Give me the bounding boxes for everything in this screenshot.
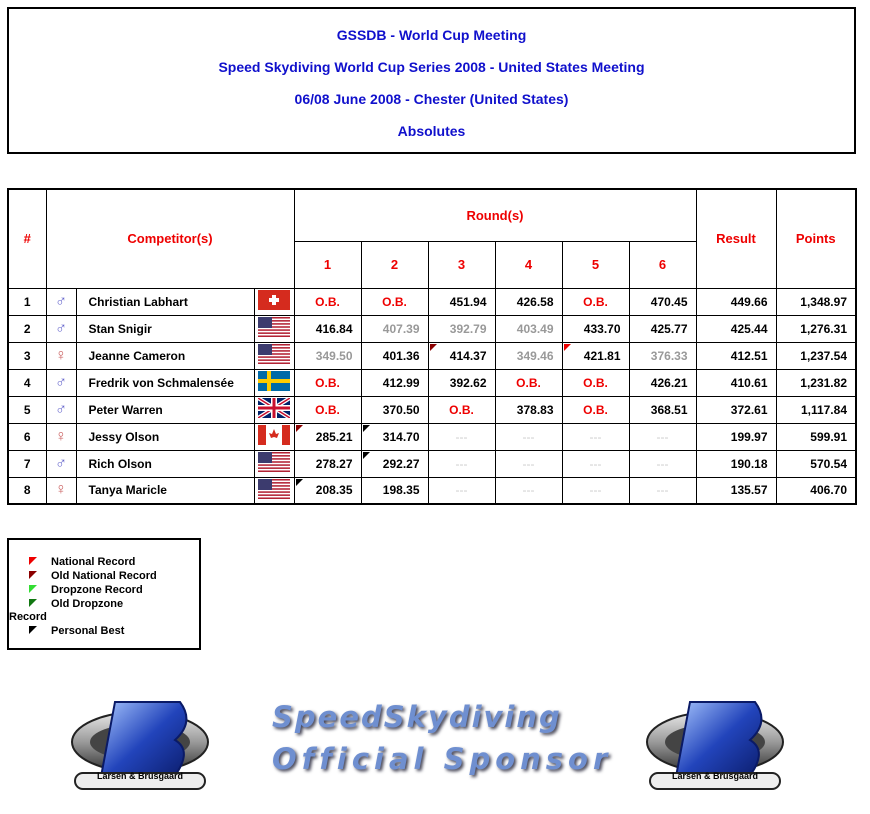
male-icon: ♂ [46, 288, 76, 315]
result-cell: 199.97 [696, 423, 776, 450]
round-score: --- [629, 450, 696, 477]
flag-icon-switzerland [254, 288, 294, 315]
round-score: 403.49 [495, 315, 562, 342]
rank-cell: 6 [8, 423, 46, 450]
event-category: Absolutes [397, 123, 466, 139]
round-score: --- [562, 477, 629, 504]
flag-icon-usa [254, 477, 294, 504]
table-row [8, 477, 856, 504]
round-score: O.B. [361, 288, 428, 315]
male-icon: ♂ [46, 450, 76, 477]
record-marker [296, 479, 303, 486]
table-row [8, 315, 856, 342]
points-cell: 1,276.31 [776, 315, 856, 342]
male-icon: ♂ [46, 396, 76, 423]
round-score: O.B. [562, 369, 629, 396]
round-score: --- [428, 450, 495, 477]
flag-icon-usa [254, 342, 294, 369]
round-score: --- [562, 450, 629, 477]
old-dropzone-record-marker [29, 599, 37, 607]
round-score: 414.37 [428, 342, 495, 369]
round-score: O.B. [294, 288, 361, 315]
round-score: O.B. [562, 396, 629, 423]
round-score: O.B. [495, 369, 562, 396]
flag-icon-usa [254, 315, 294, 342]
round-score: 407.39 [361, 315, 428, 342]
round-score: 349.46 [495, 342, 562, 369]
round-score: 421.81 [562, 342, 629, 369]
event-header [7, 7, 856, 154]
flag-icon-sweden [254, 369, 294, 396]
round-score: 370.50 [361, 396, 428, 423]
round-score: 401.36 [361, 342, 428, 369]
round-score: 425.77 [629, 315, 696, 342]
round-score: --- [428, 477, 495, 504]
competitor-name: Jeanne Cameron [76, 342, 254, 369]
sponsor-subtitle: Official Sponsor [272, 742, 613, 776]
rank-cell: 1 [8, 288, 46, 315]
points-cell: 599.91 [776, 423, 856, 450]
result-cell: 190.18 [696, 450, 776, 477]
points-cell: 1,117.84 [776, 396, 856, 423]
competitor-name: Peter Warren [76, 396, 254, 423]
female-icon: ♀ [46, 342, 76, 369]
round-score: 208.35 [294, 477, 361, 504]
points-cell: 1,231.82 [776, 369, 856, 396]
record-marker [430, 344, 437, 351]
round-score: O.B. [428, 396, 495, 423]
flag-icon-uk [254, 396, 294, 423]
round-header-5: 5 [562, 241, 629, 288]
national-record-marker [29, 557, 37, 565]
rank-cell: 4 [8, 369, 46, 396]
legend: National Record Old National Record Dropzone Record Old Dropzone Record Personal Best [7, 538, 201, 650]
result-cell: 135.57 [696, 477, 776, 504]
round-score: 198.35 [361, 477, 428, 504]
rank-header: # [8, 189, 46, 288]
table-row [8, 423, 856, 450]
round-score: 285.21 [294, 423, 361, 450]
record-marker [363, 425, 370, 432]
round-score: 314.70 [361, 423, 428, 450]
round-header-4: 4 [495, 241, 562, 288]
competitor-name: Stan Snigir [76, 315, 254, 342]
female-icon: ♀ [46, 477, 76, 504]
result-cell: 372.61 [696, 396, 776, 423]
table-row [8, 342, 856, 369]
table-row [8, 369, 856, 396]
round-score: --- [495, 423, 562, 450]
points-cell: 1,348.97 [776, 288, 856, 315]
male-icon: ♂ [46, 369, 76, 396]
result-header: Result [696, 189, 776, 288]
points-cell: 570.54 [776, 450, 856, 477]
round-score: O.B. [562, 288, 629, 315]
result-cell: 412.51 [696, 342, 776, 369]
round-score: 470.45 [629, 288, 696, 315]
logo-right-text: Larsen & Brusgaard [671, 771, 759, 781]
sponsor-title: SpeedSkydiving [272, 700, 562, 734]
event-series: Speed Skydiving World Cup Series 2008 - United States Meeting [218, 59, 645, 75]
table-row [8, 396, 856, 423]
rank-cell: 8 [8, 477, 46, 504]
round-score: --- [495, 477, 562, 504]
points-cell: 1,237.54 [776, 342, 856, 369]
round-score: --- [495, 450, 562, 477]
results-table [7, 188, 857, 505]
personal-best-marker [29, 626, 37, 634]
round-header-1: 1 [294, 241, 361, 288]
round-score: O.B. [294, 369, 361, 396]
female-icon: ♀ [46, 423, 76, 450]
logo-left-text: Larsen & Brusgaard [96, 771, 184, 781]
old-national-record-marker [29, 571, 37, 579]
rank-cell: 3 [8, 342, 46, 369]
round-score: 392.62 [428, 369, 495, 396]
result-cell: 425.44 [696, 315, 776, 342]
round-score: 378.83 [495, 396, 562, 423]
result-cell: 410.61 [696, 369, 776, 396]
round-score: 433.70 [562, 315, 629, 342]
round-score: --- [428, 423, 495, 450]
points-cell: 406.70 [776, 477, 856, 504]
round-score: 412.99 [361, 369, 428, 396]
competitor-name: Fredrik von Schmalensée [76, 369, 254, 396]
event-organizer: GSSDB - World Cup Meeting [336, 27, 527, 43]
round-score: 416.84 [294, 315, 361, 342]
rank-cell: 2 [8, 315, 46, 342]
round-header-3: 3 [428, 241, 495, 288]
record-marker [564, 344, 571, 351]
result-cell: 449.66 [696, 288, 776, 315]
competitor-name: Christian Labhart [76, 288, 254, 315]
round-score: --- [629, 423, 696, 450]
male-icon: ♂ [46, 315, 76, 342]
round-score: 349.50 [294, 342, 361, 369]
legend-old-dropzone-record-cont: Record [9, 611, 47, 623]
record-marker [296, 425, 303, 432]
rounds-header: Round(s) [294, 189, 696, 241]
round-score: 451.94 [428, 288, 495, 315]
round-score: 376.33 [629, 342, 696, 369]
competitor-name: Rich Olson [76, 450, 254, 477]
table-row [8, 450, 856, 477]
flag-icon-canada [254, 423, 294, 450]
competitor-header: Competitor(s) [46, 189, 294, 288]
event-dates: 06/08 June 2008 - Chester (United States) [294, 91, 569, 107]
competitor-name: Jessy Olson [76, 423, 254, 450]
round-score: --- [629, 477, 696, 504]
round-header-2: 2 [361, 241, 428, 288]
dropzone-record-marker [29, 585, 37, 593]
table-row [8, 288, 856, 315]
round-score: 426.58 [495, 288, 562, 315]
rank-cell: 7 [8, 450, 46, 477]
sponsor-banner [60, 690, 800, 800]
round-header-6: 6 [629, 241, 696, 288]
round-score: O.B. [294, 396, 361, 423]
round-score: --- [562, 423, 629, 450]
round-score: 392.79 [428, 315, 495, 342]
round-score: 292.27 [361, 450, 428, 477]
record-marker [363, 452, 370, 459]
rank-cell: 5 [8, 396, 46, 423]
round-score: 426.21 [629, 369, 696, 396]
round-score: 368.51 [629, 396, 696, 423]
round-score: 278.27 [294, 450, 361, 477]
points-header: Points [776, 189, 856, 288]
competitor-name: Tanya Maricle [76, 477, 254, 504]
flag-icon-usa [254, 450, 294, 477]
